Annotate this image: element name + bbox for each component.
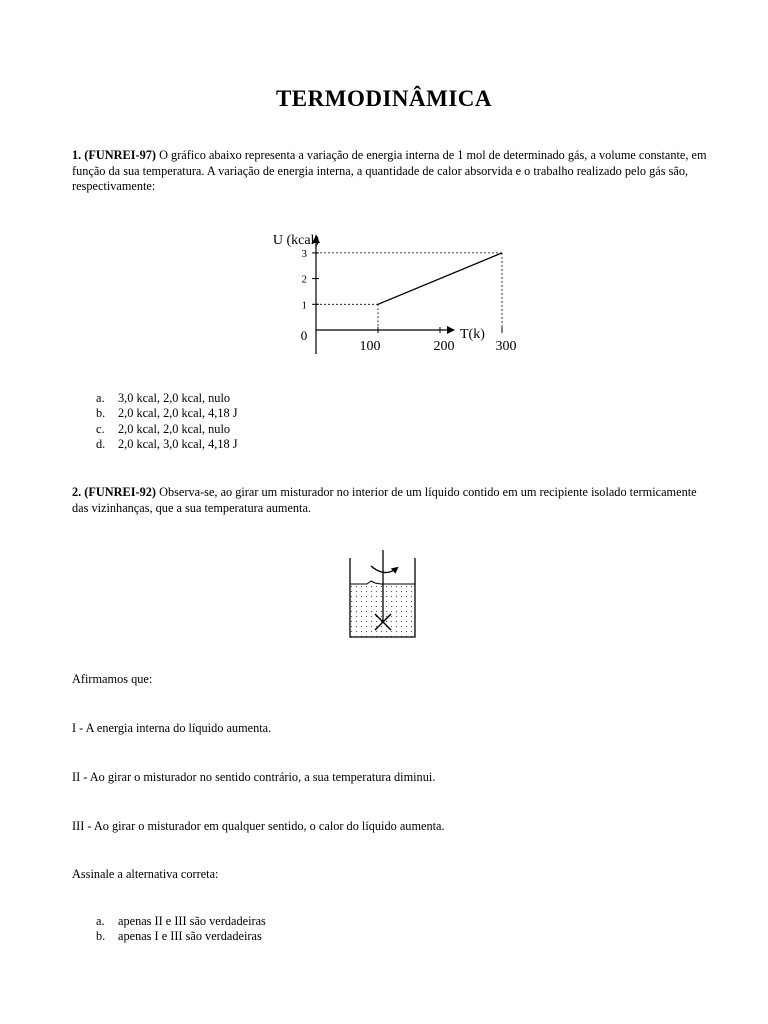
statement-2: II - Ao girar o misturador no sentido contrário, a sua temperatura diminui. xyxy=(72,770,436,784)
question-2-label: 2. (FUNREI-92) xyxy=(72,485,157,499)
series-line xyxy=(378,253,502,304)
x-tick-label: 100 xyxy=(359,339,381,354)
option-a[interactable]: a. apenas II e III são verdadeiras xyxy=(96,914,266,928)
x-axis-label: T(k) xyxy=(460,327,485,342)
question-1-label: 1. (FUNREI-97) xyxy=(72,148,157,162)
y-axis-label: U (kcal) xyxy=(272,233,320,248)
question-2-text xyxy=(72,485,712,516)
x-tick-label: 300 xyxy=(495,339,517,354)
energy-temperature-chart xyxy=(230,226,517,361)
option-b[interactable]: b. apenas I e III são verdadeiras xyxy=(96,929,262,944)
question-1-text xyxy=(72,148,712,195)
page-title: TERMODINÂMICA xyxy=(275,86,493,111)
statement-1: I - A energia interna do líquido aumenta. xyxy=(72,721,272,735)
x-tick-label: 200 xyxy=(433,339,455,354)
option-d[interactable]: d. 2,0 kcal, 3,0 kcal, 4,18 J xyxy=(96,436,238,451)
option-a[interactable]: a. 3,0 kcal, 2,0 kcal, nulo xyxy=(96,391,231,405)
question-2-options xyxy=(96,914,266,945)
question-1-body: O gráfico abaixo representa a variação de energia interna de 1 mol de determinado gás, a volume constante, em função da sua temperatura. A variação de energia interna, a quantidade de calor absorvida e o trabalho realizado pelo gás são, respectivamente: xyxy=(72,148,707,193)
question-1-options xyxy=(96,391,238,452)
rotation-arrow-icon xyxy=(371,566,397,573)
y-tick-label: 3 xyxy=(301,247,307,260)
option-b[interactable]: b. 2,0 kcal, 2,0 kcal, 4,18 J xyxy=(96,406,238,421)
question-2-body: Observa-se, ao girar um misturador no interior de um líquido contido em um recipiente isolado termicamente das vizinhanças, que a sua temperatura aumenta. xyxy=(72,485,697,515)
mixer-container-illustration xyxy=(345,550,420,642)
option-c[interactable]: c. 2,0 kcal, 2,0 kcal, nulo xyxy=(96,421,231,436)
origin-label: 0 xyxy=(300,328,308,343)
y-tick-label: 1 xyxy=(301,299,307,312)
affirm-intro: Afirmamos que: xyxy=(72,672,153,686)
statement-3: III - Ao girar o misturador em qualquer sentido, o calor do líquido aumenta. xyxy=(72,819,445,833)
instruction-text: Assinale a alternativa correta: xyxy=(72,867,219,881)
y-tick-label: 2 xyxy=(301,273,307,286)
